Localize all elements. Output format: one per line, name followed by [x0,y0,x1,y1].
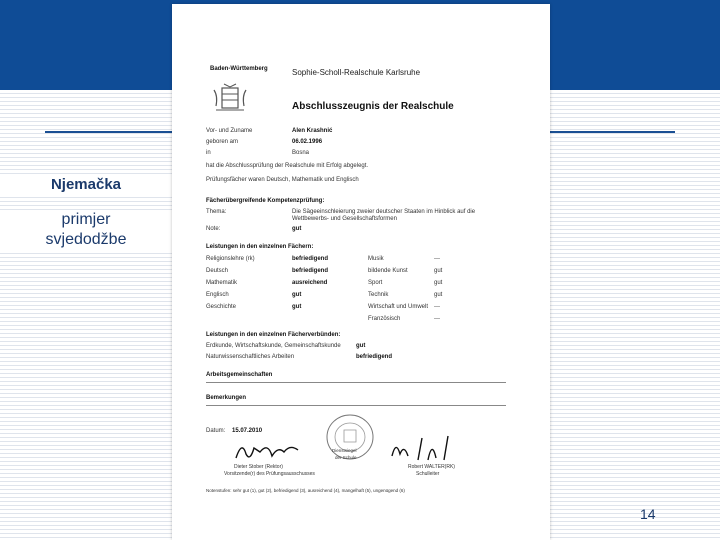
grade-label: Note: [206,226,221,232]
subject-grade: gut [434,292,443,298]
subject-name: Musik [368,256,384,262]
place-value: Bosna [292,150,310,156]
divider [206,405,506,406]
subject-name: Religionslehre (rk) [206,256,255,262]
subject-name: Englisch [206,292,229,298]
competence-heading: Fächerübergreifende Kompetenzprüfung: [206,198,325,204]
subjects-heading: Leistungen in den einzelnen Fächern: [206,244,314,250]
group-grade: gut [356,343,366,349]
name-value: Alen Krashnić [292,128,333,134]
footer-note: Notenstufen: sehr gut (1), gut (2), befriedigend (3), ausreichend (4), mangelhaft (5), ungenügend (6) [206,488,405,493]
slide-number: 14 [640,506,656,522]
working-groups-label: Arbeitsgemeinschaften [206,372,273,378]
subject-name: Mathematik [206,280,238,286]
certificate-document [172,4,550,540]
passed-text: hat die Abschlussprüfung der Realschule mit Erfolg abgelegt. [206,163,369,169]
doc-school: Sophie-Scholl-Realschule Karlsruhe [292,68,421,77]
signer-left-name: Dieter Stober (Rektor) [234,464,283,470]
subject-grade: befriedigend [292,256,329,262]
date-label: Datum: [206,428,226,434]
subject-name: Technik [368,292,389,298]
birth-label: geboren am [206,139,239,145]
topic-label: Thema: [206,209,227,215]
slide-subtitle [0,210,172,250]
subject-grade: --- [434,304,440,310]
group-name: Naturwissenschaftliches Arbeiten [206,354,295,360]
slide-title: Njemačka [0,174,172,195]
place-label: in [206,150,211,156]
birth-value: 06.02.1996 [292,139,323,145]
topic-value-1: Die Sägeeinschleierung zweier deutscher Staaten im Hinblick auf die [292,209,476,215]
subject-name: Französisch [368,316,401,322]
subject-grade: ausreichend [292,280,328,286]
name-label: Vor- und Zuname [206,128,253,134]
coat-of-arms-icon [210,82,250,116]
divider-left [45,131,172,133]
signer-right-name: Robert WALTER(RK) [408,464,455,470]
subject-grade: gut [434,280,443,286]
signature-left-icon [232,438,302,464]
doc-state: Baden-Württemberg [210,66,268,72]
subject-name: bildende Kunst [368,268,408,274]
seal-text-2: der Schule [335,455,357,460]
group-grade: befriedigend [356,354,393,360]
subject-name: Deutsch [206,268,229,274]
remarks-label: Bemerkungen [206,395,247,401]
subject-grade: gut [292,304,302,310]
subject-grade: --- [434,316,440,322]
seal-text-1: Dienstsiegel [332,448,357,453]
subject-name: Geschichte [206,304,237,310]
subject-grade: gut [434,268,443,274]
subtitle-line-2: svjedodžbe [45,231,127,248]
subtitle-line-1: primjer [61,211,111,228]
groups-heading: Leistungen in den einzelnen Fächerverbünden: [206,332,341,338]
signer-right-role: Schulleiter [416,471,440,477]
subject-name: Wirtschaft und Umwelt [368,304,429,310]
doc-heading: Abschlusszeugnis der Realschule [292,101,454,112]
subject-grade: befriedigend [292,268,329,274]
subject-grade: --- [434,256,440,262]
grade-value: gut [292,226,302,232]
signer-left-role: Vorsitzende(r) des Prüfungsausschusses [224,471,315,477]
signature-right-icon [388,434,458,464]
group-name: Erdkunde, Wirtschaftskunde, Gemeinschaftskunde [206,343,341,349]
subject-grade: gut [292,292,302,298]
divider [206,382,506,383]
divider-right [550,131,675,133]
topic-value-2: Wettbewerbs- und Gesellschaftsformen [292,216,397,222]
subject-name: Sport [368,280,383,286]
exam-subjects: Prüfungsfächer waren Deutsch, Mathematik und Englisch [206,177,359,183]
date-value: 15.07.2010 [232,428,263,434]
